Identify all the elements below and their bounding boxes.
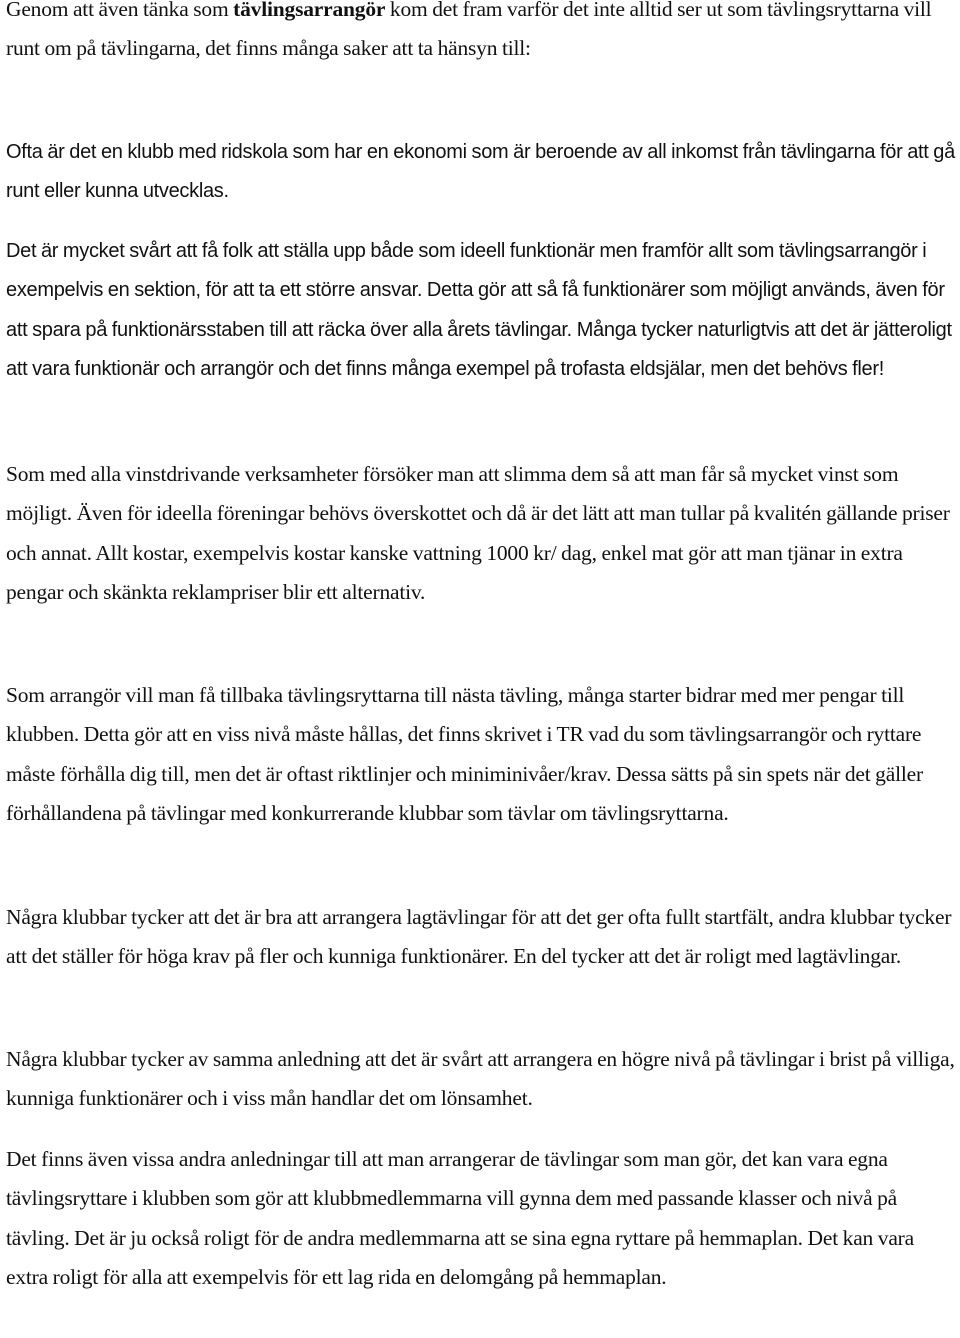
paragraph-hemmaplan (6, 1140, 956, 1297)
text-run: Det finns även vissa andra anledningar till att man arrangerar de tävlingar som man gör, det kan vara egna tävlingsryttare i klubben som gör att klubbmedlemmarna vill gynna dem med passande klasser och nivå på tävling. Det är ju också roligt för de andra medlemmarna att se sina egna ryttare på hemmaplan. Det kan vara extra roligt för alla att exempelvis för ett lag rida en delomgång på hemmaplan. (6, 1147, 914, 1289)
paragraph-intro (6, 0, 956, 69)
text-run: Några klubbar tycker av samma anledning att det är svårt att arrangera en högre nivå på tävlingar i brist på villiga, kunniga funktionärer och i viss mån handlar det om lönsamhet. (6, 1047, 955, 1111)
bold-term: tävlingsarrangör (233, 0, 386, 21)
text-run: Det är mycket svårt att få folk att ställa upp både som ideell funktionär men framför allt som tävlingsarrangör i exempelvis en sektion, för att ta ett större ansvar. Detta gör att så få funktionärer som möjligt används, även för att spara på funktionärsstaben till att räcka över alla årets tävlingar. Många tycker naturligtvis att det är jätteroligt att vara funktionär och arrangör och det finns många exempel på trofasta eldsjälar, men det behövs fler! (6, 240, 952, 380)
paragraph-funktionarer (6, 232, 956, 389)
paragraph-hogre-niva (6, 1040, 956, 1119)
text-run: Som med alla vinstdrivande verksamheter försöker man att slimma dem så att man får så mycket vinst som möjligt. Även för ideella föreningar behövs överskottet och då är det lätt att man tullar på kvalitén gällande priser och annat. Allt kostar, exempelvis kostar kanske vattning 1000 kr/ dag, enkel mat gör att man tjänar in extra pengar och skänkta reklampriser blir ett alternativ. (6, 462, 950, 604)
paragraph-arrangor (6, 676, 956, 833)
text-run: Som arrangör vill man få tillbaka tävlingsryttarna till nästa tävling, många starter bidrar med mer pengar till klubben. Detta gör att en viss nivå måste hållas, det finns skrivet i TR vad du som tävlingsarrangör och ryttare måste förhålla dig till, men det är oftast riktlinjer och miniminivåer/krav. Dessa sätts på sin spets när det gäller förhållandena på tävlingar med konkurrerande klubbar som tävlar om tävlingsryttarna. (6, 683, 923, 825)
text-run: Genom att även tänka som (6, 0, 234, 21)
paragraph-lagtavlingar (6, 898, 956, 977)
paragraph-ridskola (6, 133, 956, 212)
text-run: kom det fram varför det inte alltid ser ut som tävlingsryttarna vill runt om på tävlingarna, det finns många saker att ta hänsyn till: (6, 0, 932, 61)
text-run: Ofta är det en klubb med ridskola som har en ekonomi som är beroende av all inkomst från tävlingarna för att gå runt eller kunna utvecklas. (6, 141, 955, 203)
paragraph-vinstdrivande (6, 455, 956, 612)
text-run: Några klubbar tycker att det är bra att arrangera lagtävlingar för att det ger ofta fullt startfält, andra klubbar tycker att det ställer för höga krav på fler och kunniga funktionärer. En del tycker att det är roligt med lagtävlingar. (6, 905, 952, 969)
